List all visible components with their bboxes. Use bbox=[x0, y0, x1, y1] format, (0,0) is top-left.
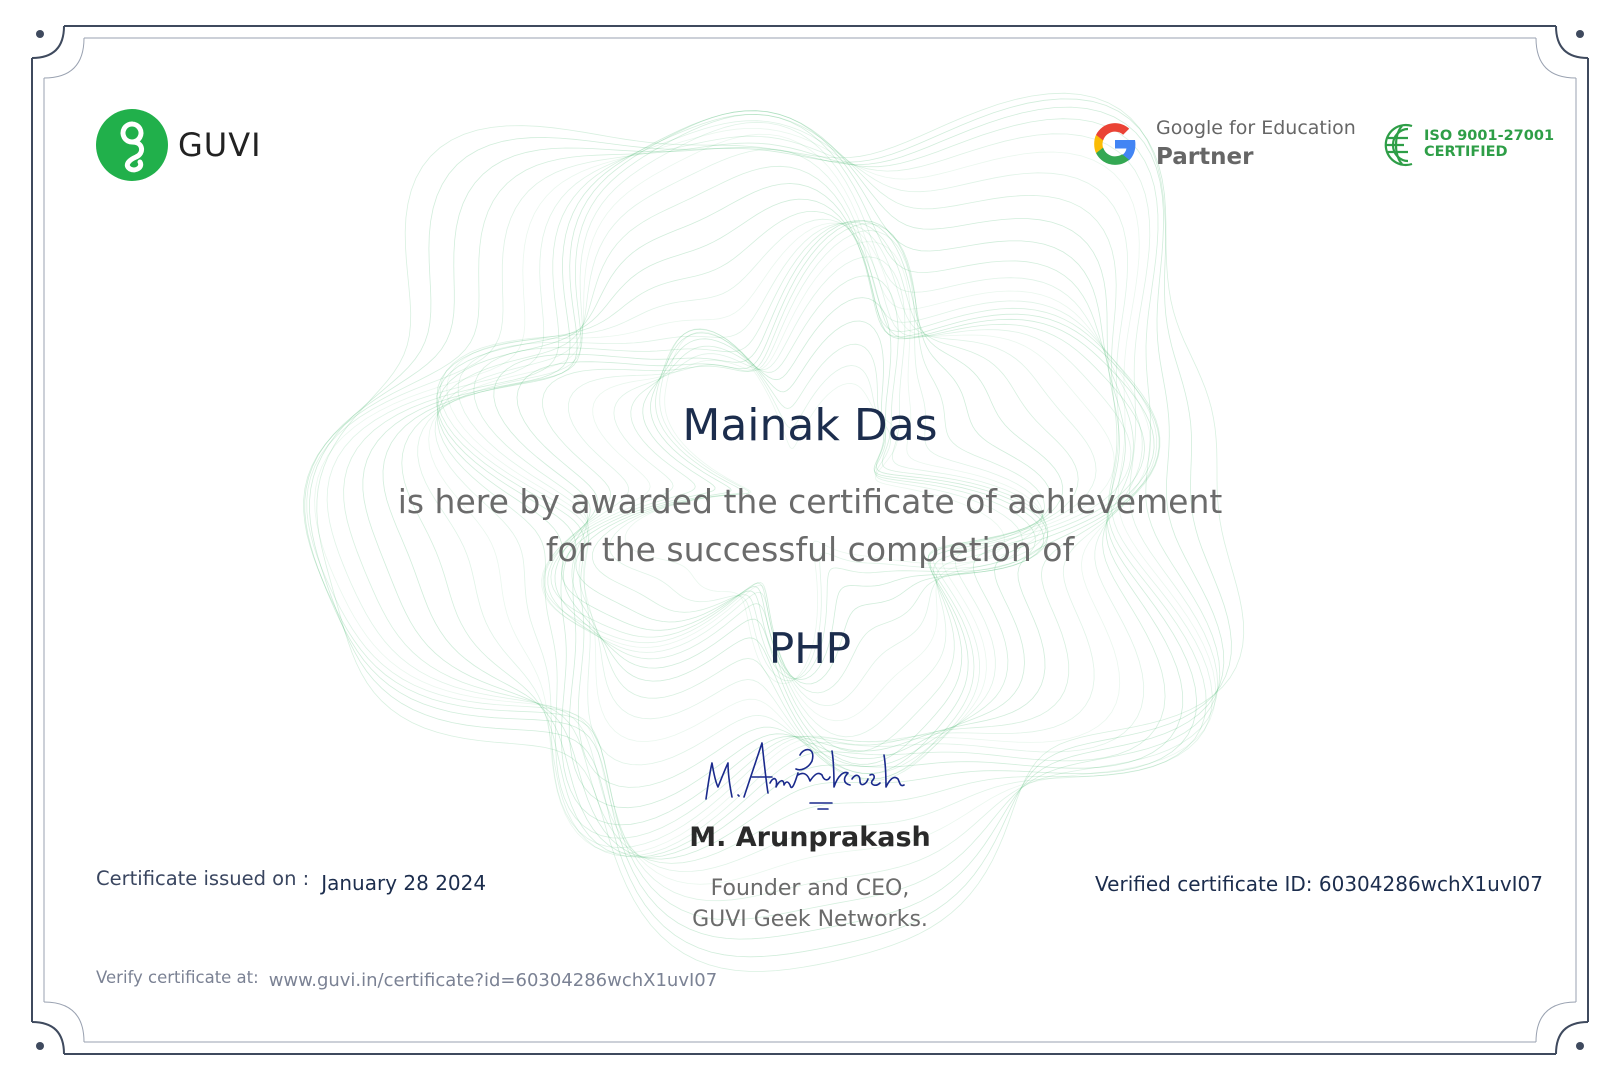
google-g-icon bbox=[1090, 119, 1140, 169]
signatory-role-line1: Founder and CEO, bbox=[710, 876, 910, 901]
recipient-name: Mainak Das bbox=[682, 400, 938, 451]
partner-line2: Partner bbox=[1156, 143, 1254, 170]
verify-label: Verify certificate at: bbox=[96, 968, 259, 987]
verify-url-link[interactable]: www.guvi.in/certificate?id=60304286wchX1uvI07 bbox=[268, 970, 718, 991]
iso-line2: CERTIFIED bbox=[1424, 144, 1508, 160]
signatory-role-line2: GUVI Geek Networks. bbox=[692, 907, 928, 932]
iso-line1: ISO 9001-27001 bbox=[1424, 128, 1555, 145]
globe-icon bbox=[1382, 120, 1422, 170]
issue-date-value: January 28 2024 bbox=[321, 871, 487, 895]
guvi-logo-icon bbox=[96, 109, 168, 181]
course-title: PHP bbox=[768, 624, 852, 673]
verified-certificate-id: Verified certificate ID: 60304286wchX1uvI07 bbox=[1095, 872, 1543, 896]
award-statement bbox=[0, 478, 1620, 574]
iso-certified-badge bbox=[1382, 120, 1554, 170]
verify-certificate-block bbox=[96, 967, 718, 991]
guvi-logo bbox=[96, 109, 262, 181]
guvi-logo-text: GUVI bbox=[178, 126, 262, 164]
ceo-signature bbox=[700, 735, 925, 815]
issue-date-block bbox=[96, 866, 487, 895]
issue-date-label: Certificate issued on : bbox=[96, 867, 310, 890]
award-line2: for the successful completion of bbox=[545, 530, 1075, 569]
partner-line1: Google for Education bbox=[1156, 117, 1356, 139]
award-line1: is here by awarded the certificate of achievement bbox=[397, 482, 1223, 521]
signatory-name: M. Arunprakash bbox=[689, 822, 931, 853]
google-education-partner-badge bbox=[1090, 118, 1356, 170]
